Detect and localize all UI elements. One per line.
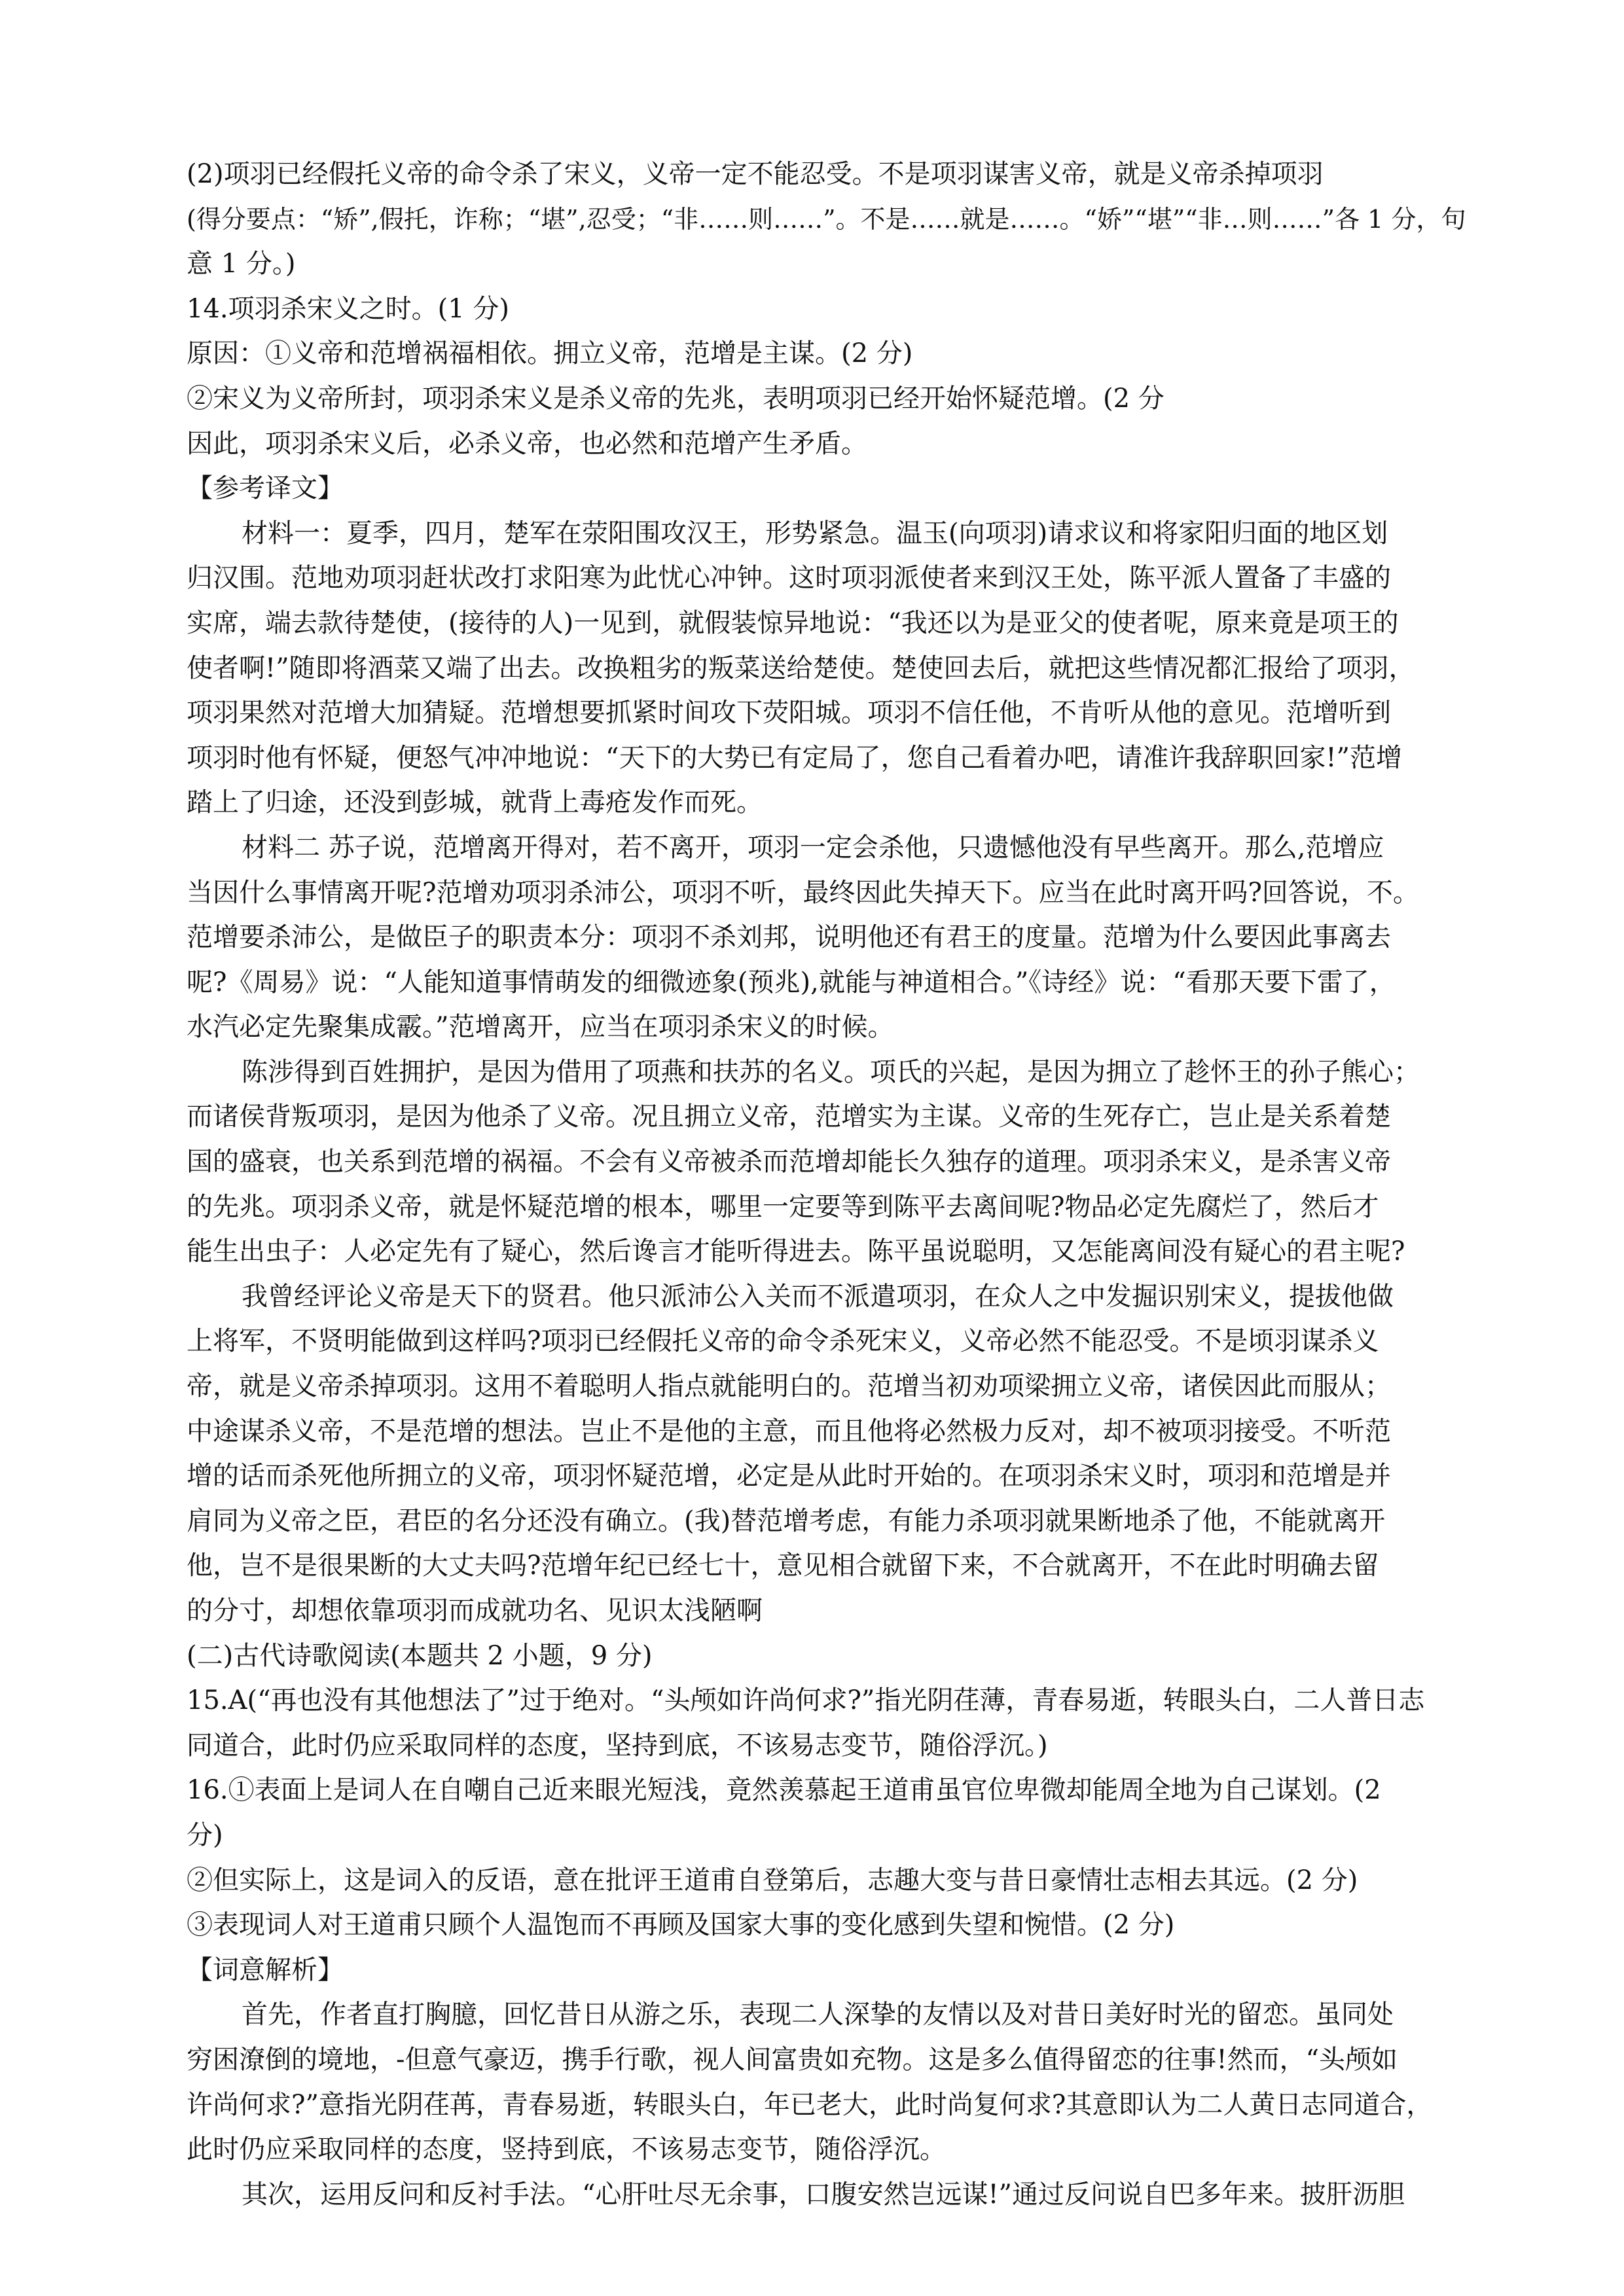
translation-line: 水汽必定先聚集成霰。”范增离开，应当在项羽杀宋义的时候。 xyxy=(187,1012,894,1043)
translation-line: 而诸侯背叛项羽，是因为他杀了义帝。况且拥立义帝，范增实为主谋。义帝的生死存亡，岂止是关系着楚 xyxy=(187,1102,1391,1132)
scoring-points: (得分要点：“矫”,假托，诈称；“堪”,忍受；“非……则……”。不是……就是……。“娇”“堪”“非…则……”各 1 分，句 xyxy=(187,204,1466,234)
analysis-line: 穷困潦倒的境地，-但意气豪迈，携手行歌，视人间富贵如充物。这是多么值得留恋的往事!然而，“头颅如 xyxy=(187,2044,1398,2075)
translation-line: 使者啊!”随即将酒菜又端了出去。改换粗劣的叛菜送给楚使。楚使回去后，就把这些情况都汇报给了项羽， xyxy=(187,653,1415,683)
translation-line: 他，岂不是很果断的大丈夫吗?范增年纪已经七十，意见相合就留下来，不合就离开，不在此时明确去留 xyxy=(187,1551,1379,1581)
translation-line: 能生出虫子：人必定先有了疑心，然后谗言才能听得进去。陈平虽说聪明，又怎能离间没有疑心的君主呢? xyxy=(187,1236,1405,1267)
translation-line: 中途谋杀义帝，不是范增的想法。岂止不是他的主意，而且他将必然极力反对，却不被项羽接受。不听范 xyxy=(187,1416,1391,1446)
answer-16-point-1: 16.①表面上是词人在自嘲自己近来眼光短浅，竟然羡慕起王道甫虽官位卑微却能周全地为自己谋划。(2 xyxy=(187,1775,1381,1806)
answer-16-point-1-cont: 分) xyxy=(187,1820,223,1850)
answer-16-point-3: ③表现词人对王道甫只顾个人温饱而不再顾及国家大事的变化感到失望和惋惜。(2 分) xyxy=(187,1910,1175,1941)
analysis-paragraph-2: 其次，运用反问和反衬手法。“心肝吐尽无余事，口腹安然岂远谋!”通过反问说自巴多年来。披肝沥胆 xyxy=(242,2179,1405,2210)
analysis-line: 此时仍应采取同样的态度，竖持到底，不该易志变节，随俗浮沉。 xyxy=(187,2134,946,2165)
translation-line: 的先兆。项羽杀义帝，就是怀疑范增的根本，哪里一定要等到陈平去离间呢?物品必定先腐烂了，然后才 xyxy=(187,1191,1379,1222)
translation-line: 踏上了归途，还没到彭城，就背上毒疮发作而死。 xyxy=(187,787,763,818)
answer-13-2: (2)项羽已经假托义帝的命令杀了宋义，义帝一定不能忍受。不是项羽谋害义帝，就是义帝杀掉项羽 xyxy=(187,159,1324,189)
translation-material-1: 材料一：夏季，四月，楚军在荥阳围攻汉王，形势紧急。温玉(向项羽)请求议和将家阳归面的地区划 xyxy=(242,518,1388,548)
section-heading-poetry: (二)古代诗歌阅读(本题共 2 小题，9 分) xyxy=(187,1640,653,1671)
section-heading-analysis: 【词意解析】 xyxy=(187,1954,344,1985)
translation-line: 帝，就是义帝杀掉项羽。这用不着聪明人指点就能明白的。范增当初劝项梁拥立义帝，诸侯因此而服从； xyxy=(187,1371,1391,1402)
answer-14-reason-1: 原因：①义帝和范增祸福相依。拥立义帝，范增是主谋。(2 分) xyxy=(187,338,913,369)
answer-14-conclusion: 因此，项羽杀宋义后，必杀义帝，也必然和范增产生矛盾。 xyxy=(187,428,867,459)
answer-14-reason-2: ②宋义为义帝所封，项羽杀宋义是杀义帝的先兆，表明项羽已经开始怀疑范增。(2 分 xyxy=(187,383,1164,414)
translation-line: 实席，端去款待楚使，(接待的人)一见到，就假装惊异地说：“我还以为是亚父的使者呢，原来竟是项王的 xyxy=(187,607,1399,638)
translation-line: 国的盛衰，也关系到范增的祸福。不会有义帝被杀而范增却能长久独存的道理。项羽杀宋义，是杀害义帝 xyxy=(187,1147,1391,1177)
document-page xyxy=(187,152,1466,2217)
translation-line: 当因什么事情离开呢?范增劝项羽杀沛公，项羽不听，最终因此失掉天下。应当在此时离开吗?回答说，不。 xyxy=(187,877,1419,908)
translation-line: 肩同为义帝之臣，君臣的名分还没有确立。(我)替范增考虑，有能力杀项羽就果断地杀了他，不能就离开 xyxy=(187,1505,1386,1536)
translation-line: 项羽时他有怀疑，便怒气冲冲地说：“天下的大势已有定局了，您自己看着办吧，请准许我辞职回家!”范增 xyxy=(187,742,1402,773)
scoring-points-cont: 意 1 分。) xyxy=(187,249,296,279)
translation-paragraph: 我曾经评论义帝是天下的贤君。他只派沛公入关而不派遣项羽，在众人之中发掘识别宋义，提拔他做 xyxy=(242,1281,1394,1312)
translation-line: 的分寸，却想依靠项羽而成就功名、见识太浅陋啊 xyxy=(187,1596,763,1626)
answer-16-point-2: ②但实际上，这是词入的反语，意在批评王道甫自登第后，志趣大变与昔日豪情壮志相去其远。(2 分) xyxy=(187,1865,1358,1895)
analysis-line: 许尚何求?”意指光阴荏苒，青春易逝，转眼头白，年已老大，此时尚复何求?其意即认为二人黄日志同道合， xyxy=(187,2089,1433,2120)
translation-line: 范增要杀沛公，是做臣子的职责本分：项羽不杀刘邦，说明他还有君王的度量。范增为什么要因此事离去 xyxy=(187,922,1391,953)
section-heading-translation: 【参考译文】 xyxy=(187,473,344,504)
translation-paragraph: 陈涉得到百姓拥护，是因为借用了项燕和扶苏的名义。项氏的兴起，是因为拥立了趁怀王的孙子熊心； xyxy=(242,1056,1420,1087)
translation-material-2: 材料二 苏子说，范增离开得对，若不离开，项羽一定会杀他，只遗憾他没有早些离开。那么,范增应 xyxy=(242,832,1384,863)
translation-line: 增的话而杀死他所拥立的义帝，项羽怀疑范增，必定是从此时开始的。在项羽杀宋义时，项羽和范增是并 xyxy=(187,1461,1391,1492)
answer-15: 15.A(“再也没有其他想法了”过于绝对。“头颅如许尚何求?”指光阴荏薄，青春易逝，转眼头白，二人普日志 xyxy=(187,1685,1425,1716)
answer-14: 14.项羽杀宋义之时。(1 分) xyxy=(187,293,509,324)
analysis-paragraph-1: 首先，作者直打胸臆，回忆昔日从游之乐，表现二人深挚的友情以及对昔日美好时光的留恋。虽同处 xyxy=(242,2000,1394,2030)
translation-line: 项羽果然对范增大加猜疑。范增想要抓紧时间攻下荧阳城。项羽不信任他，不肯听从他的意见。范增听到 xyxy=(187,698,1391,728)
translation-line: 上将军，不贤明能做到这样吗?项羽已经假托义帝的命令杀死宋义，义帝必然不能忍受。不是顷羽谋杀义 xyxy=(187,1326,1379,1357)
translation-line: 呢?《周易》说：“人能知道事情萌发的细微迹象(预兆),就能与神道相合。”《诗经》说：“看那天要下雷了， xyxy=(187,967,1396,997)
answer-15-cont: 同道合，此时仍应采取同样的态度，坚持到底，不该易志变节，随俗浮沉。) xyxy=(187,1730,1048,1761)
translation-line: 归汉围。范地劝项羽赶状改打求阳寒为此忧心冲钟。这时项羽派使者来到汉王处，陈平派人置备了丰盛的 xyxy=(187,563,1391,594)
